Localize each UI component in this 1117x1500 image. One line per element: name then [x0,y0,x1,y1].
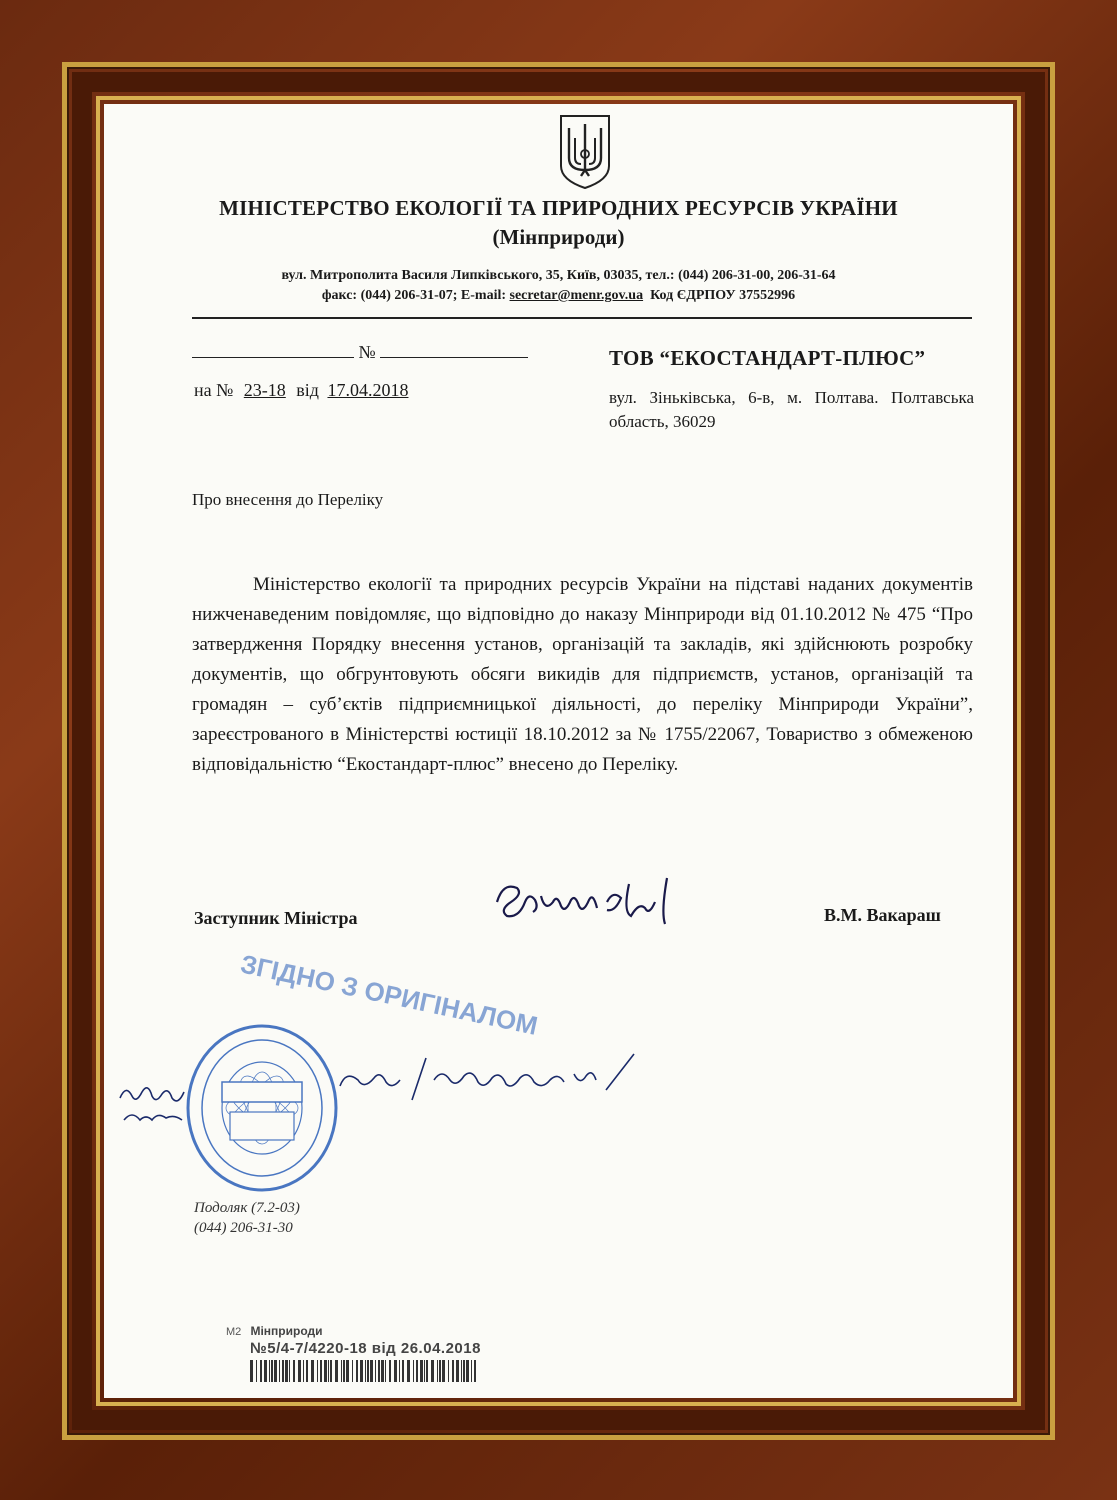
outgoing-number-blank [380,343,528,358]
barcode-bar [264,1360,267,1382]
barcode-bar [402,1360,404,1382]
barcode-bar [298,1360,301,1382]
barcode-bar [471,1360,472,1382]
ministry-contacts [104,288,1013,304]
outgoing-date-blank [192,343,354,358]
barcode-bar [463,1360,465,1382]
document-page [104,104,1013,1398]
barcode-bar [370,1360,373,1382]
barcode-bar [324,1360,327,1382]
executor-phone: (044) 206-31-30 [194,1220,293,1236]
barcode-bar [416,1360,418,1382]
barcode-bar [346,1360,349,1382]
barcode-bar [256,1360,257,1382]
barcode-bar [442,1360,445,1382]
registration-label [226,1324,322,1338]
recipient-name: ТОВ “ЕКОСТАНДАРТ-ПЛЮС” [609,346,926,370]
ministry-short-name: (Мінприроди) [492,225,625,249]
barcode-bar [420,1360,423,1382]
ministry-address: вул. Митрополита Василя Липківського, 35, Київ, 03035, тел.: (044) 206-31-00, 206-31-64 [281,268,836,283]
barcode-bar [474,1360,476,1382]
registration-number: №5/4-7/4220-18 від 26.04.2018 [250,1340,481,1357]
reference-line [194,380,412,401]
registration-org: Мінприроди [250,1324,323,1338]
barcode-bar [306,1360,308,1382]
letter-subject: Про внесення до Переліку [192,490,384,509]
barcode-bar [360,1360,363,1382]
barcode-bar [399,1360,400,1382]
barcode-bar [356,1360,358,1382]
barcode-bar [285,1360,288,1382]
barcode-bar [461,1360,462,1382]
certified-stamp-text: ЗГІДНО З ОРИГІНАЛОМ [238,948,541,1041]
barcode-bar [448,1360,449,1382]
edrpou-code: Код ЄДРПОУ 37552996 [650,288,796,303]
letter-body: Міністерство екології та природних ресурсів України на підставі наданих документів нижченаведеним повідомляє, що відповідно до наказу Мінприроди від 01.10.2012 № 475 “Про затвердження Порядку внесення установ, організацій та закладів, які здійснюють розробку документів, що обгрунтовують обсяги викидів для підприємств, установ, організацій та громадян – суб’єктів підприємницької діяльності, до переліку Мінприроди України”, зареєстрованого в Міністерстві юстиції 18.10.2012 за № 1755/22067, Товариство з обмеженою відповідальністю “Екостандарт-плюс” внесено до Переліку. [192,574,973,775]
barcode-bar [343,1360,345,1382]
barcode-bar [274,1360,277,1382]
barcode-bar [365,1360,366,1382]
registration-code: М2 [226,1326,242,1338]
barcode-bar [250,1360,253,1382]
barcode-bar [456,1360,459,1382]
ref-prefix: на № [194,380,234,400]
handwritten-signature [489,872,689,930]
barcode-bar [303,1360,304,1382]
barcode-bar [282,1360,284,1382]
barcode-bar [378,1360,380,1382]
ref-number: 23-18 [243,380,286,400]
ref-from: від [296,380,319,400]
barcode-bar [279,1360,280,1382]
executor-name: Подоляк (7.2-03) [194,1200,300,1216]
barcode-bar [375,1360,376,1382]
barcode-bar [394,1360,397,1382]
barcode-bar [426,1360,428,1382]
barcode-bar [269,1360,270,1382]
email-link[interactable]: secretar@menr.gov.ua [509,288,644,303]
barcode-bar [341,1360,342,1382]
barcode-bar [260,1360,262,1382]
barcode-bar [311,1360,314,1382]
outgoing-number-line [192,342,528,363]
barcode-bar [317,1360,318,1382]
signatory-title: Заступник Міністра [194,908,358,928]
barcode-bar [289,1360,290,1382]
barcode-bar [466,1360,469,1382]
barcode-bar [424,1360,425,1382]
fax-label: факс: (044) 206-31-07; E-mail: [321,288,510,303]
handwritten-certification-note [112,1070,212,1130]
barcode-bar [407,1360,410,1382]
ministry-name: МІНІСТЕРСТВО ЕКОЛОГІЇ ТА ПРИРОДНИХ РЕСУРСІВ УКРАЇНИ [219,196,898,220]
barcode-bar [328,1360,329,1382]
barcode-bar [335,1360,338,1382]
handwritten-certification-signature [334,1050,654,1110]
registration-barcode [250,1360,480,1382]
header-divider [192,317,972,319]
barcode-bar [413,1360,414,1382]
recipient-address: вул. Зіньківська, 6-в, м. Полтава. Полтавська область, 36029 [609,388,974,431]
trident-emblem-icon [559,114,611,190]
barcode-bar [439,1360,441,1382]
barcode-bar [352,1360,353,1382]
barcode-bar [431,1360,434,1382]
barcode-bar [385,1360,386,1382]
number-sign: № [358,342,376,362]
barcode-bar [330,1360,332,1382]
barcode-bar [389,1360,391,1382]
barcode-bar [452,1360,454,1382]
barcode-bar [271,1360,273,1382]
barcode-bar [437,1360,438,1382]
barcode-bar [320,1360,322,1382]
barcode-bar [293,1360,295,1382]
barcode-bar [381,1360,384,1382]
ref-date: 17.04.2018 [327,380,409,400]
barcode-bar [367,1360,369,1382]
signatory-name: В.М. Вакараш [824,905,941,925]
